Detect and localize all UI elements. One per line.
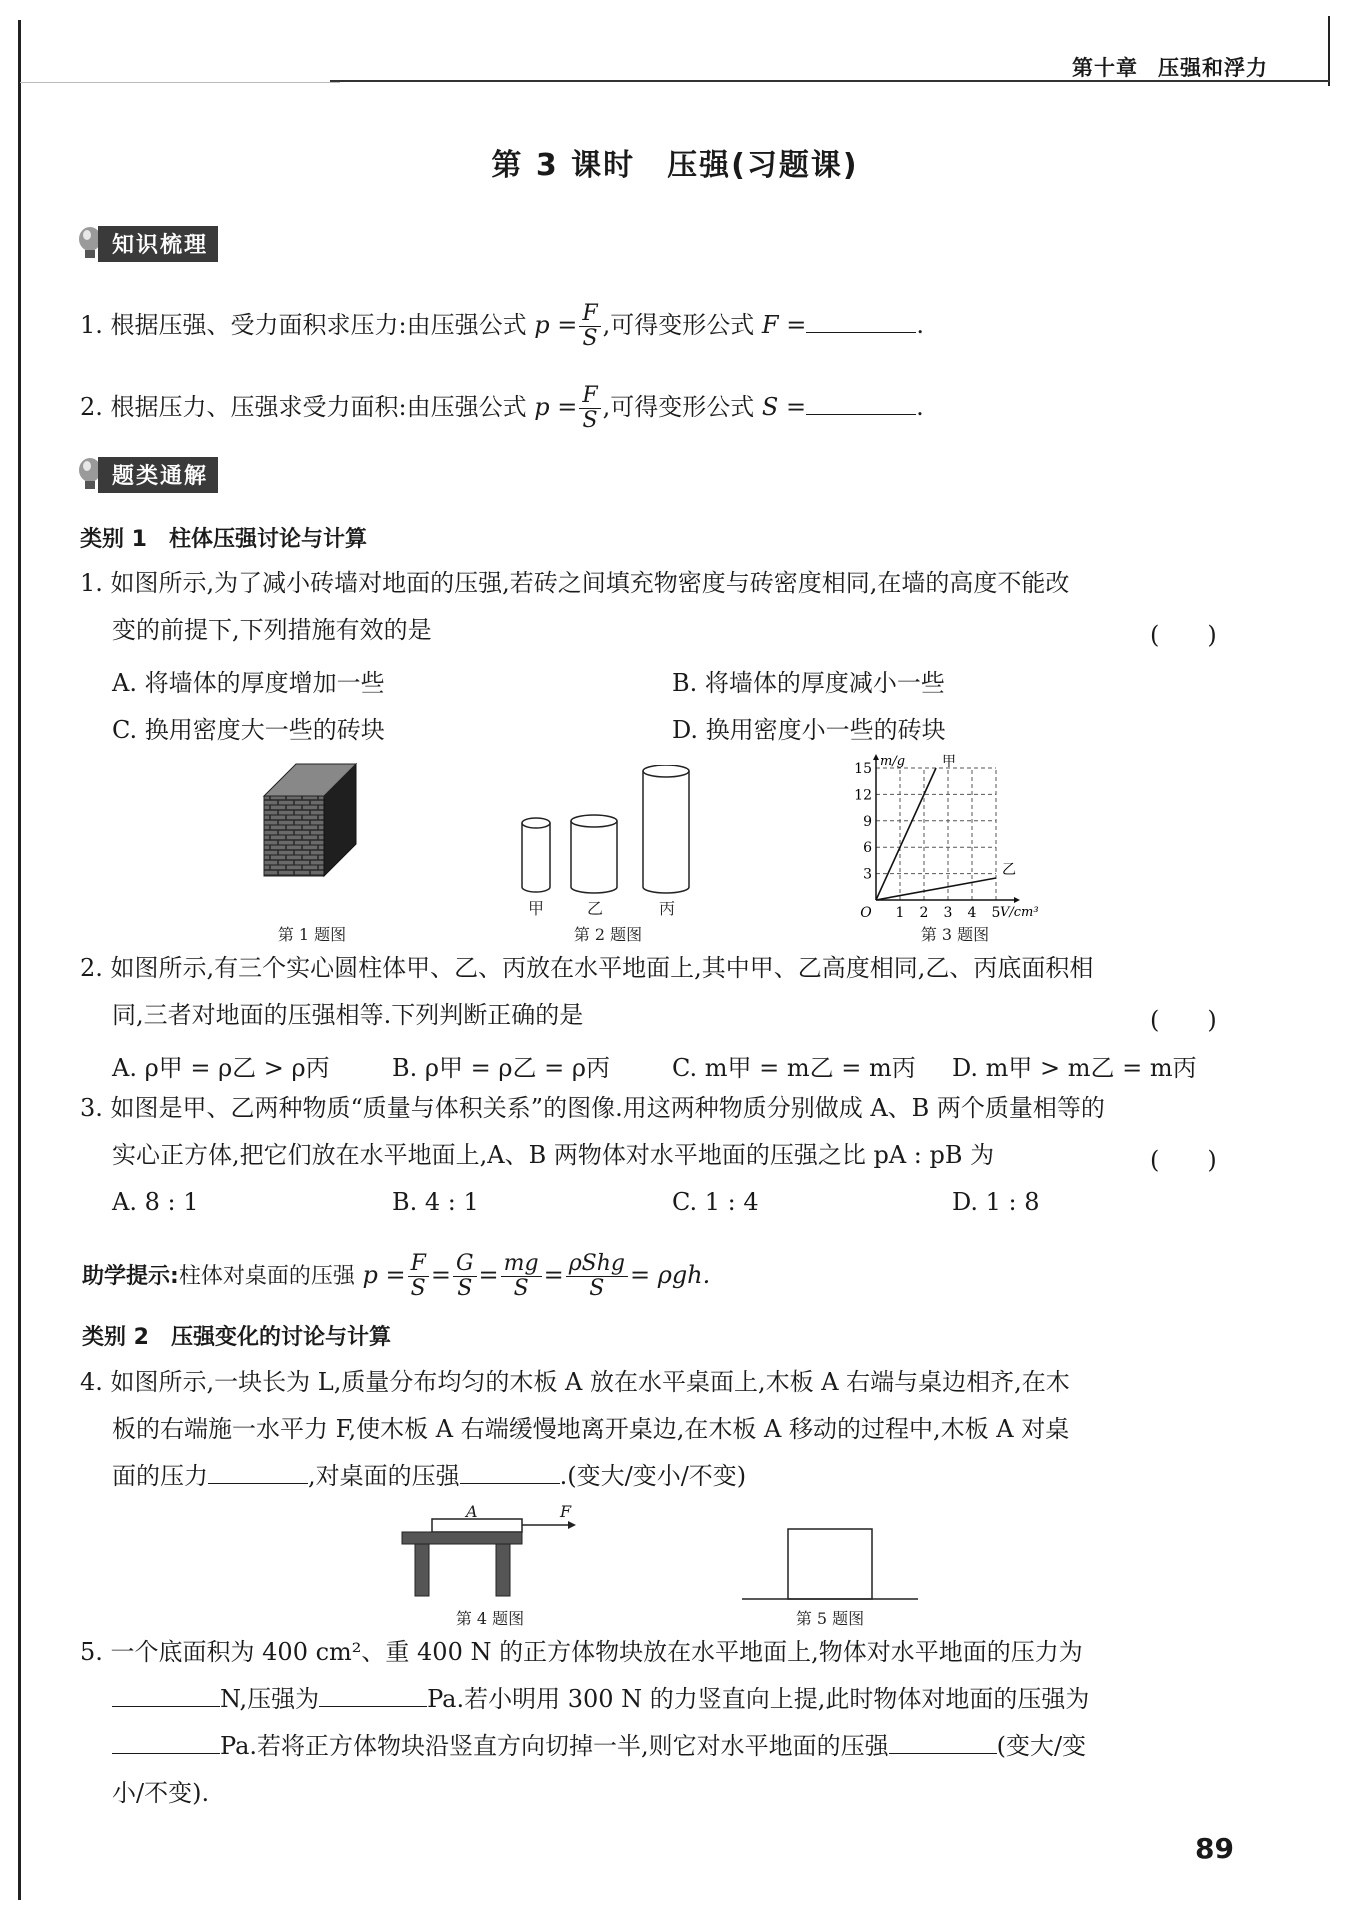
- hint-end: = ρgh.: [629, 1261, 711, 1289]
- page-edge-left: [18, 20, 21, 1900]
- y-tick-label: 3: [863, 866, 872, 883]
- hint-frac-4: [566, 1252, 628, 1301]
- section-badge-knowledge: [78, 227, 218, 261]
- series-label-jia: 甲: [942, 754, 956, 770]
- q5-blank-force[interactable]: [112, 1684, 220, 1707]
- frac-den: S: [513, 1276, 529, 1301]
- cylinders-figure: [515, 765, 695, 915]
- fraction-F-over-S: [579, 384, 600, 433]
- q1-option-a[interactable]: A. 将墙体的厚度增加一些: [112, 669, 385, 697]
- q3-answer-paren[interactable]: ( ): [1150, 1146, 1217, 1174]
- q1-answer-paren[interactable]: ( ): [1150, 621, 1217, 649]
- q5-line3: [112, 1731, 1086, 1761]
- q4-text-b: ,对桌面的压强: [308, 1462, 460, 1490]
- formula-var: F =: [761, 311, 807, 339]
- fraction-F-over-S: [579, 302, 600, 351]
- frac-den: S: [582, 326, 598, 351]
- q5-line2: [112, 1684, 1089, 1714]
- x-axis-arrow: [1014, 897, 1020, 903]
- frac-den: S: [582, 408, 598, 433]
- table-board-figure: [400, 1505, 580, 1600]
- hint-line: 助学提示:柱体对桌面的压强 p = $\frac{F}{S}$ = $\frac{G}{S}$ = $\frac{mg}{S}$ = $\frac{\text{ρShg}}{S}$ = ρgh.: [82, 1251, 711, 1301]
- header-rule-light: [20, 82, 340, 83]
- hint-frac-2: [453, 1252, 477, 1301]
- q5-blank-pressure[interactable]: [319, 1684, 427, 1707]
- x-tick-label: 3: [943, 905, 953, 921]
- q2-line2: 同,三者对地面的压强相等.下列判断正确的是: [112, 1001, 584, 1029]
- x-axis-label: V/cm³: [1000, 905, 1039, 920]
- q5-blank-pressure-lift[interactable]: [112, 1731, 220, 1754]
- y-tick-label: 9: [863, 813, 872, 830]
- q5-text-a: N,压强为: [220, 1685, 320, 1713]
- category-heading-1: 类别 1 柱体压强讨论与计算: [80, 527, 367, 552]
- chapter-topic: 压强和浮力: [1158, 56, 1268, 80]
- frac-den: S: [457, 1276, 473, 1301]
- q1-option-d[interactable]: D. 换用密度小一些的砖块: [672, 716, 946, 744]
- x-tick-label: 4: [967, 905, 977, 921]
- hint-text: 柱体对桌面的压强: [178, 1264, 355, 1289]
- series-label-yi: 乙: [1002, 862, 1016, 878]
- fig4-label-A: A: [466, 1502, 478, 1521]
- hint-frac-3: [501, 1252, 542, 1301]
- q3-option-c[interactable]: C. 1 : 4: [672, 1188, 759, 1216]
- frac-num: mg: [501, 1252, 542, 1277]
- frac-num: G: [453, 1252, 477, 1277]
- origin-label: O: [860, 905, 872, 921]
- x-tick-label: 1: [895, 905, 905, 921]
- q4-text-a: 面的压力: [112, 1462, 208, 1490]
- formula-p: p =: [534, 393, 578, 421]
- y-axis-arrow: [873, 754, 879, 760]
- fig5-caption: 第 5 题图: [795, 1609, 865, 1628]
- running-header: [1072, 52, 1268, 82]
- q3-option-b[interactable]: B. 4 : 1: [392, 1188, 479, 1216]
- fig4-caption: 第 4 题图: [455, 1609, 525, 1628]
- q1-line1: 1. 如图所示,为了减小砖墙对地面的压强,若砖之间填充物密度与砖密度相同,在墙的高度不能改: [80, 569, 1070, 597]
- category-heading-2: 类别 2 压强变化的讨论与计算: [82, 1325, 391, 1350]
- q5-text-d: (变大/变: [996, 1732, 1087, 1760]
- cylinder-label-jia: 甲: [527, 899, 544, 918]
- q4-line2: 板的右端施一水平力 F,使木板 A 右端缓慢地离开桌边,在木板 A 移动的过程中,木板 A 对桌: [112, 1415, 1070, 1443]
- cylinder-label-bing: 丙: [658, 899, 675, 918]
- q2-line1: 2. 如图所示,有三个实心圆柱体甲、乙、丙放在水平地面上,其中甲、乙高度相同,乙、丙底面积相: [80, 954, 1094, 982]
- mass-volume-chart: [840, 752, 1060, 922]
- frac-num: F: [579, 384, 600, 409]
- q1-option-c[interactable]: C. 换用密度大一些的砖块: [112, 716, 385, 744]
- hint-p: p =: [362, 1261, 406, 1289]
- series-line-yi: [876, 878, 996, 900]
- knowledge-item-tail: ,可得变形公式: [602, 393, 755, 421]
- q2-option-b[interactable]: B. ρ甲 = ρ乙 = ρ丙: [392, 1054, 610, 1082]
- y-tick-label: 6: [863, 840, 872, 857]
- q5-line4: 小/不变).: [112, 1779, 210, 1807]
- cube-figure: [740, 1525, 920, 1605]
- answer-blank[interactable]: [806, 310, 916, 333]
- y-axis-label: m/g: [880, 754, 906, 769]
- formula-var: S =: [761, 393, 807, 421]
- answer-blank[interactable]: [806, 392, 916, 415]
- q3-line2: 实心正方体,把它们放在水平地面上,A、B 两物体对水平地面的压强之比 pA : pB 为: [112, 1141, 995, 1169]
- brick-wall-figure: [262, 760, 362, 880]
- knowledge-item-text: 1. 根据压强、受力面积求压力:由压强公式: [80, 311, 527, 339]
- q1-line2: 变的前提下,下列措施有效的是: [112, 616, 432, 644]
- knowledge-item-text: 2. 根据压力、压强求受力面积:由压强公式: [80, 393, 527, 421]
- formula-p: p =: [534, 311, 578, 339]
- frac-num: F: [579, 302, 600, 327]
- section-title-knowledge: 知识梳理: [98, 226, 218, 262]
- x-tick-label: 2: [919, 905, 929, 921]
- hint-frac-1: [408, 1252, 429, 1301]
- q4-blank-pressure[interactable]: [460, 1461, 560, 1484]
- cylinder-label-yi: 乙: [586, 899, 603, 918]
- q2-answer-paren[interactable]: ( ): [1150, 1006, 1217, 1034]
- q4-blank-force[interactable]: [208, 1461, 308, 1484]
- chapter-label: 第十章: [1072, 56, 1138, 80]
- fig1-caption: 第 1 题图: [277, 925, 347, 944]
- q2-option-a[interactable]: A. ρ甲 = ρ乙 > ρ丙: [112, 1054, 330, 1082]
- q5-line1: 5. 一个底面积为 400 cm²、重 400 N 的正方体物块放在水平地面上,物体对水平地面的压力为: [80, 1638, 1083, 1666]
- x-tick-label: 5: [991, 905, 1001, 921]
- q5-text-b: Pa.若小明用 300 N 的力竖直向上提,此时物体对地面的压强为: [427, 1685, 1090, 1713]
- q5-text-c: Pa.若将正方体物块沿竖直方向切掉一半,则它对水平地面的压强: [220, 1732, 889, 1760]
- frac-den: S: [410, 1276, 426, 1301]
- page-number: 89: [1195, 1832, 1234, 1865]
- hint-label: 助学提示:: [82, 1264, 179, 1289]
- q4-line1: 4. 如图所示,一块长为 L,质量分布均匀的木板 A 放在水平桌面上,木板 A 右端与桌边相齐,在木: [80, 1368, 1070, 1396]
- y-tick-label: 12: [854, 787, 872, 804]
- q3-line1: 3. 如图是甲、乙两种物质“质量与体积关系”的图像.用这两种物质分别做成 A、B 两个质量相等的: [80, 1094, 1105, 1122]
- knowledge-item-1: 1. 根据压强、受力面积求压力:由压强公式 p = $\frac{F}{S}$ ,可得变形公式 F = .: [80, 301, 924, 351]
- q5-blank-change[interactable]: [889, 1731, 997, 1754]
- frac-num: F: [408, 1252, 429, 1277]
- q2-option-d[interactable]: D. m甲 > m乙 = m丙: [952, 1054, 1197, 1082]
- page-edge-right: [1328, 16, 1330, 86]
- fig2-caption: 第 2 题图: [573, 925, 643, 944]
- q4-line3: [112, 1461, 746, 1491]
- page-title: 第 3 课时 压强(习题课): [491, 148, 859, 183]
- q3-option-a[interactable]: A. 8 : 1: [112, 1188, 199, 1216]
- knowledge-item-2: 2. 根据压力、压强求受力面积:由压强公式 p = $\frac{F}{S}$ ,可得变形公式 S = .: [80, 383, 924, 433]
- fig4-label-F: F: [560, 1502, 572, 1521]
- section-title-types: 题类通解: [98, 457, 218, 493]
- frac-den: S: [589, 1276, 605, 1301]
- q4-text-c: .(变大/变小/不变): [559, 1462, 747, 1490]
- knowledge-item-tail: ,可得变形公式: [602, 311, 755, 339]
- section-badge-types: [78, 458, 218, 492]
- series-line-jia: [876, 768, 936, 900]
- frac-num: ρShg: [566, 1252, 628, 1277]
- fig3-caption: 第 3 题图: [920, 925, 990, 944]
- q3-option-d[interactable]: D. 1 : 8: [952, 1188, 1040, 1216]
- q2-option-c[interactable]: C. m甲 = m乙 = m丙: [672, 1054, 916, 1082]
- header-rule: [330, 80, 1330, 82]
- y-tick-label: 15: [854, 761, 872, 777]
- q1-option-b[interactable]: B. 将墙体的厚度减小一些: [672, 669, 945, 697]
